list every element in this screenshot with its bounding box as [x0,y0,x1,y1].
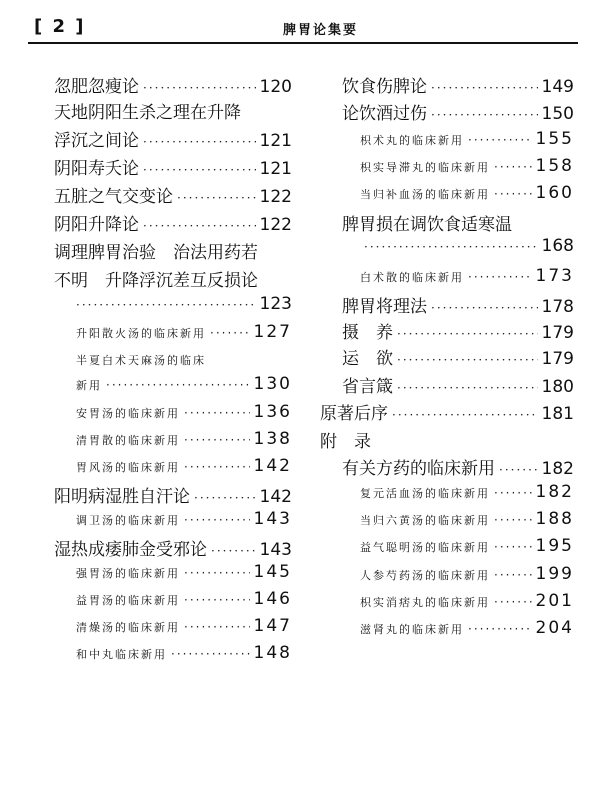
leader-dots [494,160,532,174]
toc-entry-title: 新用 [76,379,102,392]
toc-entry [360,591,574,617]
toc-entry-page: 143 [259,540,292,560]
toc-entry-title: 枳实消痞丸的临床新用 [360,596,490,609]
toc-entry [54,154,292,180]
leader-dots [184,433,250,447]
leader-dots [143,219,256,233]
toc-entry-title: 清胃散的临床新用 [76,434,180,447]
leader-dots [494,513,532,527]
toc-entry-page: 122 [259,215,292,235]
leader-dots [106,378,250,392]
toc-entry-title: 白术散的临床新用 [360,271,464,284]
toc-entry [76,429,292,455]
toc-entry-page: 173 [535,266,574,286]
leader-dots [494,595,532,609]
toc-entry-page: 179 [541,349,574,369]
toc-entry-page: 158 [535,156,574,176]
toc-entry-title: 调卫汤的临床新用 [76,514,180,527]
toc-entry [342,372,574,398]
toc-entry-title: 忽肥忽瘦论 [54,77,139,97]
toc-entry-title-line: 不明 升降浮沉差互反损论 [54,271,258,291]
toc-entry-page: 150 [541,104,574,124]
toc-entry-title: 饮食伤脾论 [342,77,427,97]
toc-entry-title: 当归六黄汤的临床新用 [360,514,490,527]
leader-dots [499,463,538,477]
toc-entry [54,72,292,98]
leader-dots [397,381,538,395]
toc-entry [360,618,574,644]
toc-entry [76,562,292,588]
toc-entry-title: 当归补血汤的临床新用 [360,188,490,201]
toc-entry [360,156,574,182]
toc-entry-title: 摄 养 [342,323,393,343]
toc-entry-title: 强胃汤的临床新用 [76,567,180,580]
toc-entry-title: 脾胃将理法 [342,297,427,317]
toc-entry [360,482,574,508]
toc-entry-page: 179 [541,323,574,343]
toc-entry-title: 胃风汤的临床新用 [76,461,180,474]
leader-dots [431,81,538,95]
leader-dots [194,491,256,505]
toc-entry-title: 原著后序 [320,404,388,424]
leader-dots [184,593,250,607]
toc-entry-title: 人参芍药汤的临床新用 [360,569,490,582]
toc-entry-page: 178 [541,297,574,317]
toc-entry-page: 147 [253,616,292,636]
leader-dots [184,406,250,420]
toc-entry [342,99,574,125]
leader-dots [210,326,250,340]
leader-dots [143,135,256,149]
toc-entry-page: 148 [253,643,292,663]
toc-entry-page: 201 [535,591,574,611]
toc-entry-page: 195 [535,536,574,556]
toc-entry-page: 199 [535,564,574,584]
toc-entry-title-line: 脾胃损在调饮食适寒温 [342,215,512,235]
toc-entry-title: 省言箴 [342,377,393,397]
toc-entry [76,322,292,348]
leader-dots [184,513,250,527]
leader-dots [494,568,532,582]
toc-entry [76,509,292,535]
toc-entry-title: 升阳散火汤的临床新用 [76,327,206,340]
toc-entry [54,482,292,508]
toc-entry [342,292,574,318]
running-header [28,14,578,44]
toc-entry [360,236,574,262]
leader-dots [494,486,532,500]
leader-dots [143,81,256,95]
toc-entry-page: 143 [253,509,292,529]
leader-dots [143,163,256,177]
toc-entry-title: 阴阳升降论 [54,215,139,235]
toc-entry-page: 188 [535,509,574,529]
leader-dots [494,540,532,554]
toc-entry [360,129,574,155]
leader-dots [184,460,250,474]
leader-dots [468,270,532,284]
appendix-heading: 附 录 [320,432,371,452]
leader-dots [392,408,538,422]
toc-entry-page: 146 [253,589,292,609]
toc-entry [360,183,574,209]
page-number: [ 2 ] [34,16,86,37]
toc-entry-page: 123 [259,294,292,314]
toc-entry-page: 181 [541,404,574,424]
toc-entry-page: 127 [253,322,292,342]
toc-entry-title: 和中丸临床新用 [76,648,167,661]
toc-entry-page: 160 [535,183,574,203]
toc-entry [342,344,574,370]
toc-entry-title: 清燥汤的临床新用 [76,621,180,634]
toc-entry [76,456,292,482]
toc-entry-page: 121 [259,131,292,151]
leader-dots [468,622,532,636]
toc-entry [360,564,574,590]
toc-entry [54,210,292,236]
toc-entry-title: 益胃汤的临床新用 [76,594,180,607]
toc-entry-page: 121 [259,159,292,179]
toc-entry-page: 204 [535,618,574,638]
toc-entry-title: 湿热成痿肺金受邪论 [54,540,207,560]
book-title: 脾胃论集要 [283,23,359,38]
leader-dots [397,353,538,367]
toc-entry-title: 复元活血汤的临床新用 [360,487,490,500]
toc-entry [72,294,292,320]
leader-dots [397,327,538,341]
toc-entry-title-line: 天地阴阳生杀之理在升降 [54,103,241,123]
toc-entry-page: 182 [535,482,574,502]
toc-entry-title: 枳实导滞丸的临床新用 [360,161,490,174]
leader-dots [184,566,250,580]
toc-entry-title: 滋肾丸的临床新用 [360,623,464,636]
toc-entry-page: 155 [535,129,574,149]
leader-dots [76,298,256,312]
toc-entry-page: 120 [259,77,292,97]
toc-entry-page: 142 [259,487,292,507]
toc-entry-page: 136 [253,402,292,422]
toc-entry-title: 安胃汤的临床新用 [76,407,180,420]
toc-entry [320,399,574,425]
leader-dots [211,544,256,558]
toc-entry-title: 阳明病湿胜自汗论 [54,487,190,507]
toc-entry-page: 130 [253,374,292,394]
toc-entry-page: 138 [253,429,292,449]
toc-entry [76,374,292,400]
toc-entry-title-line: 调理脾胃治验 治法用药若 [54,243,258,263]
toc-entry [54,535,292,561]
toc-entry-page: 149 [541,77,574,97]
toc-entry [76,643,292,669]
leader-dots [171,647,250,661]
toc-entry [54,126,292,152]
toc-entry-title: 论饮酒过伤 [342,104,427,124]
toc-entry-title-line: 半夏白术天麻汤的临床 [76,354,206,367]
leader-dots [177,191,256,205]
leader-dots [184,620,250,634]
toc-entry [342,72,574,98]
toc-entry [360,266,574,292]
leader-dots [431,301,538,315]
leader-dots [431,108,538,122]
toc-entry-title: 枳术丸的临床新用 [360,134,464,147]
toc-entry-page: 182 [541,459,574,479]
toc-entry-title: 有关方药的临床新用 [342,459,495,479]
toc-entry [360,536,574,562]
leader-dots [494,187,532,201]
toc-entry-title: 浮沉之间论 [54,131,139,151]
toc-entry-page: 142 [253,456,292,476]
toc-entry [54,182,292,208]
toc-entry [76,616,292,642]
leader-dots [468,133,532,147]
toc-entry [76,402,292,428]
toc-entry-title: 运 欲 [342,349,393,369]
toc-entry [342,454,574,480]
toc-entry-title: 阴阳寿夭论 [54,159,139,179]
leader-dots [364,240,538,254]
toc-entry [360,509,574,535]
toc-entry-page: 145 [253,562,292,582]
toc-entry [342,318,574,344]
toc-entry-page: 168 [541,236,574,256]
toc-entry-title: 五脏之气交变论 [54,187,173,207]
toc-entry-page: 180 [541,377,574,397]
toc-entry-title: 益气聪明汤的临床新用 [360,541,490,554]
toc-entry-page: 122 [259,187,292,207]
toc-entry [76,589,292,615]
